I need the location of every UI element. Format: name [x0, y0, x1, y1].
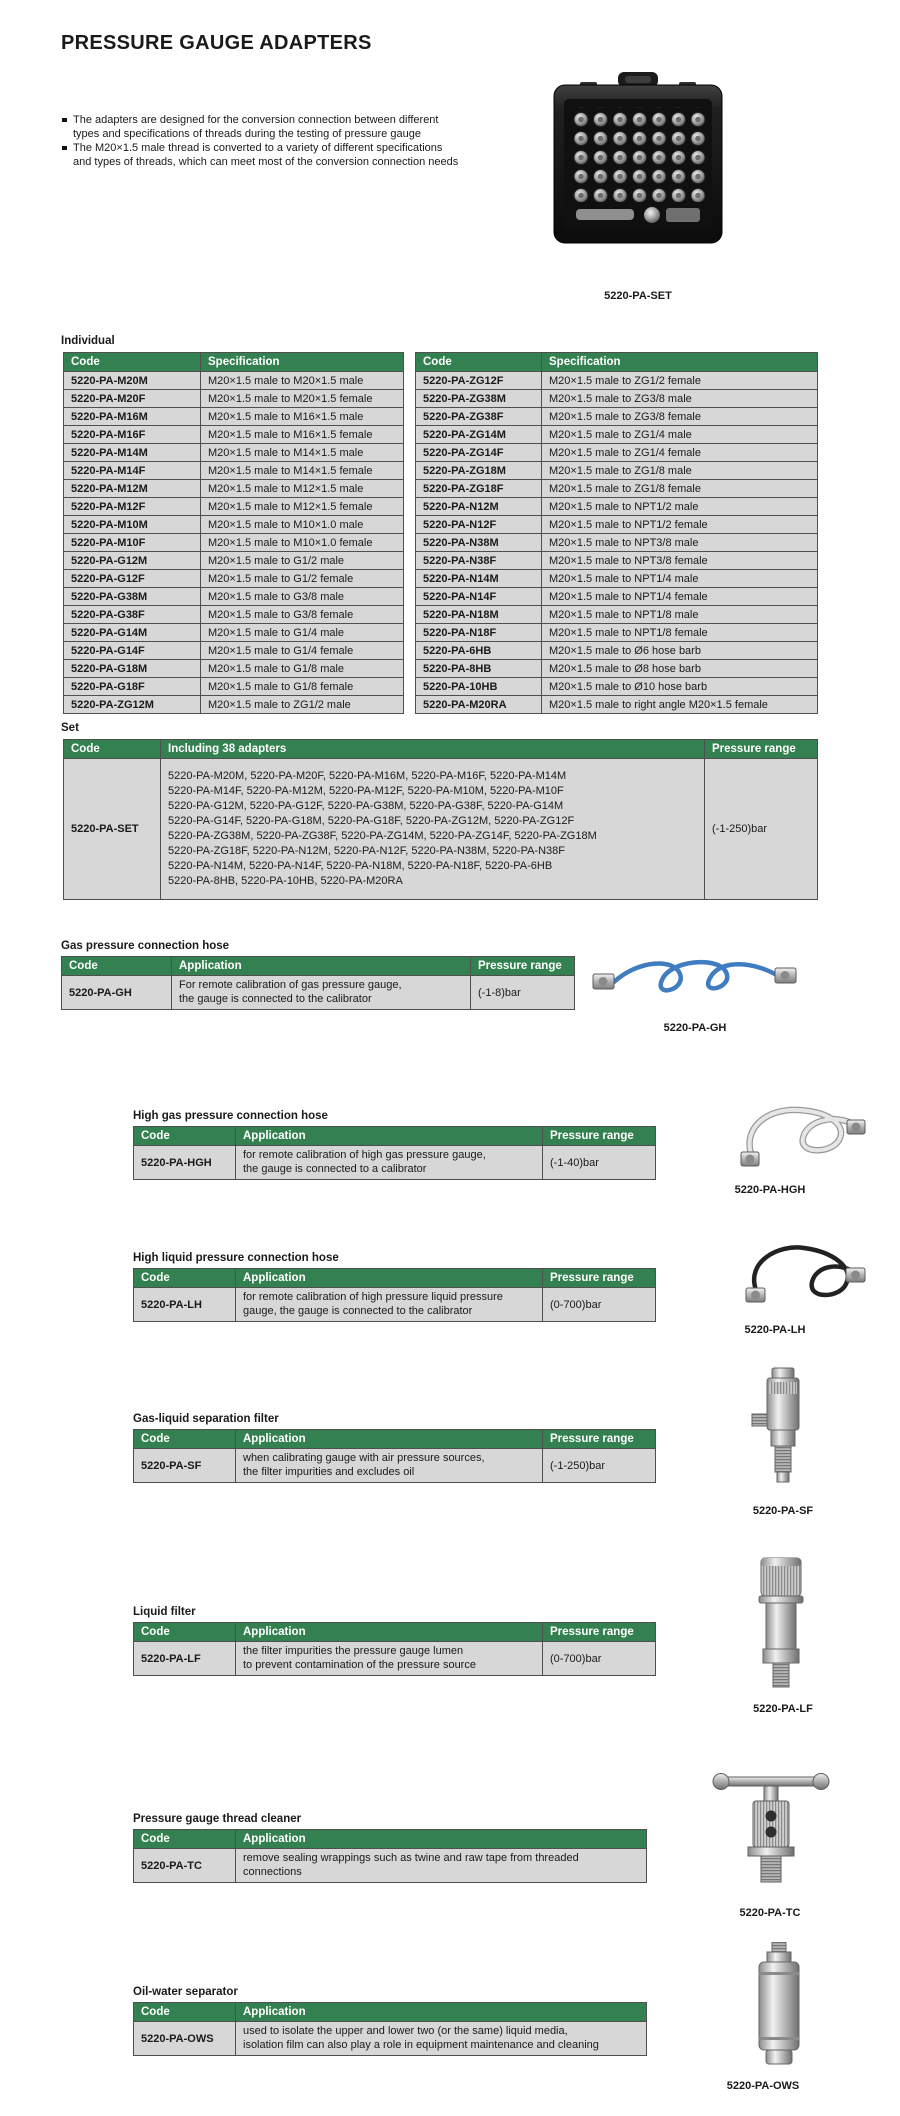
text-line: and types of threads, which can meet most of the conversion connection needs [73, 156, 459, 168]
spec-cell: M20×1.5 male to ZG1/2 male [201, 696, 404, 714]
table-row [416, 678, 818, 696]
pressure-cell: (-1-250)bar [705, 759, 818, 900]
table-row [134, 2022, 647, 2056]
individual-table-left [63, 352, 404, 714]
text-line: the filter impurities and excludes oil [243, 1465, 415, 1478]
spec-cell: M20×1.5 male to G1/8 male [201, 660, 404, 678]
text-line: to prevent contamination of the pressure source [243, 1658, 476, 1671]
column-header-code: Code [62, 957, 172, 976]
section-label-set: Set [61, 722, 79, 734]
product-caption-gh: 5220-PA-GH [663, 1022, 727, 1034]
section-gas-liquid-filter [133, 1413, 656, 1483]
text-line: isolation film can also play a role in equipment maintenance and cleaning [243, 2038, 599, 2051]
spec-cell: M20×1.5 male to G1/8 female [201, 678, 404, 696]
table-row [64, 372, 404, 390]
text-line: for remote calibration of high pressure liquid pressure [243, 1291, 503, 1303]
table-row [416, 480, 818, 498]
column-header-specification: Specification [542, 353, 818, 372]
column-header-application: Application [236, 1269, 543, 1288]
column-header-application: Application [236, 1623, 543, 1642]
table-row [64, 462, 404, 480]
header-row [134, 1127, 656, 1146]
spec-cell: M20×1.5 male to ZG1/4 female [542, 444, 818, 462]
code-cell: 5220-PA-N12F [416, 516, 542, 534]
product-caption-hgh: 5220-PA-HGH [734, 1184, 806, 1196]
text-line: 5220-PA-M20M, 5220-PA-M20F, 5220-PA-M16M, 5220-PA-M16F, 5220-PA-M14M [168, 770, 567, 782]
spec-cell: M20×1.5 male to M14×1.5 female [201, 462, 404, 480]
spec-cell: M20×1.5 male to NPT1/2 female [542, 516, 818, 534]
code-cell: 5220-PA-G38F [64, 606, 201, 624]
text-line: 5220-PA-ZG38M, 5220-PA-ZG38F, 5220-PA-ZG14M, 5220-PA-ZG14F, 5220-PA-ZG18M [168, 830, 597, 842]
product-caption-ows: 5220-PA-OWS [726, 2080, 800, 2092]
code-cell: 5220-PA-ZG12M [64, 696, 201, 714]
column-header-pressure: Pressure range [543, 1269, 656, 1288]
text-line: For remote calibration of gas pressure gauge, [179, 979, 402, 991]
code-cell: 5220-PA-ZG18F [416, 480, 542, 498]
table-row [64, 696, 404, 714]
product-image-lh [738, 1238, 870, 1312]
product-caption-tc: 5220-PA-TC [739, 1907, 801, 1919]
column-header-code: Code [134, 1830, 236, 1849]
column-header-code: Code [64, 740, 161, 759]
section-high-liquid-hose [133, 1252, 656, 1322]
application-cell [236, 1849, 647, 1883]
text-line: for remote calibration of high gas pressure gauge, [243, 1149, 486, 1161]
spec-cell: M20×1.5 male to NPT3/8 female [542, 552, 818, 570]
code-cell: 5220-PA-ZG38M [416, 390, 542, 408]
section-title: Oil-water separator [133, 1986, 238, 1998]
spec-cell: M20×1.5 male to ZG1/4 male [542, 426, 818, 444]
code-cell: 5220-PA-M12F [64, 498, 201, 516]
code-cell: 5220-PA-HGH [134, 1146, 236, 1180]
text-line: the gauge is connected to the calibrator [179, 992, 372, 1005]
code-cell: 5220-PA-M20M [64, 372, 201, 390]
spec-cell: M20×1.5 male to ZG3/8 male [542, 390, 818, 408]
column-header-specification: Specification [201, 353, 404, 372]
spec-cell: M20×1.5 male to M10×1.0 male [201, 516, 404, 534]
code-cell: 5220-PA-M10F [64, 534, 201, 552]
code-cell: 5220-PA-N38M [416, 534, 542, 552]
spec-cell: M20×1.5 male to ZG1/8 female [542, 480, 818, 498]
code-cell: 5220-PA-G14F [64, 642, 201, 660]
column-header-code: Code [416, 353, 542, 372]
code-cell: 5220-PA-G18F [64, 678, 201, 696]
table-row [64, 444, 404, 462]
spec-cell: M20×1.5 male to NPT1/2 male [542, 498, 818, 516]
code-cell: 5220-PA-N14F [416, 588, 542, 606]
column-header-code: Code [134, 1430, 236, 1449]
spec-cell: M20×1.5 male to M16×1.5 female [201, 426, 404, 444]
text-line: The adapters are designed for the conversion connection between different [73, 114, 439, 126]
code-cell: 5220-PA-ZG12F [416, 372, 542, 390]
spec-cell: M20×1.5 male to M20×1.5 male [201, 372, 404, 390]
table-row [416, 642, 818, 660]
text-line: gauge, the gauge is connected to the calibrator [243, 1304, 473, 1317]
spec-cell: M20×1.5 male to ZG1/8 male [542, 462, 818, 480]
spec-cell: M20×1.5 male to NPT3/8 male [542, 534, 818, 552]
code-cell: 5220-PA-M16M [64, 408, 201, 426]
spec-cell: M20×1.5 male to NPT1/8 male [542, 606, 818, 624]
column-header-application: Application [172, 957, 471, 976]
section-gas-hose [61, 940, 575, 1010]
code-cell: 5220-PA-SF [134, 1449, 236, 1483]
code-cell: 5220-PA-N18F [416, 624, 542, 642]
column-header-application: Application [236, 2003, 647, 2022]
product-image-hgh [733, 1098, 871, 1178]
table-row [416, 390, 818, 408]
spec-cell: M20×1.5 male to M12×1.5 female [201, 498, 404, 516]
product-image-lf [748, 1556, 814, 1696]
table-row [64, 606, 404, 624]
code-cell: 5220-PA-M20F [64, 390, 201, 408]
feature-bullets [61, 113, 531, 169]
code-cell: 5220-PA-TC [134, 1849, 236, 1883]
text-line: 5220-PA-G14F, 5220-PA-G18M, 5220-PA-G18F, 5220-PA-ZG12M, 5220-PA-ZG12F [168, 815, 575, 827]
table-row [134, 1449, 656, 1483]
table-row [416, 660, 818, 678]
section-title: Pressure gauge thread cleaner [133, 1813, 302, 1825]
code-cell: 5220-PA-M10M [64, 516, 201, 534]
text-line: The M20×1.5 male thread is converted to a variety of different specifications [73, 142, 443, 154]
table-row [64, 678, 404, 696]
code-cell: 5220-PA-N38F [416, 552, 542, 570]
column-header-application: Application [236, 1830, 647, 1849]
table-row [64, 759, 818, 900]
spec-cell: M20×1.5 male to M10×1.0 female [201, 534, 404, 552]
table-row [64, 480, 404, 498]
spec-cell: M20×1.5 male to NPT1/4 female [542, 588, 818, 606]
column-header-including: Including 38 adapters [161, 740, 705, 759]
table-row [64, 426, 404, 444]
pressure-cell: (0-700)bar [543, 1288, 656, 1322]
spec-cell: M20×1.5 male to NPT1/4 male [542, 570, 818, 588]
text-line: types and specifications of threads during the testing of pressure gauge [73, 128, 421, 140]
column-header-pressure: Pressure range [543, 1623, 656, 1642]
product-table-sf [133, 1429, 656, 1483]
page-title: PRESSURE GAUGE ADAPTERS [61, 32, 372, 54]
product-image-sf [750, 1366, 814, 1500]
code-cell: 5220-PA-ZG18M [416, 462, 542, 480]
header-row [134, 1430, 656, 1449]
table-row [64, 588, 404, 606]
product-image-ows [750, 1942, 808, 2074]
table-row [416, 426, 818, 444]
column-header-application: Application [236, 1430, 543, 1449]
product-image-gh [588, 946, 800, 1012]
spec-cell: M20×1.5 male to G1/2 female [201, 570, 404, 588]
section-oil-water-separator [133, 1986, 647, 2056]
pressure-cell: (-1-8)bar [471, 976, 575, 1010]
table-row [416, 444, 818, 462]
pressure-cell: (-1-250)bar [543, 1449, 656, 1483]
code-cell: 5220-PA-10HB [416, 678, 542, 696]
header-row [416, 353, 818, 372]
code-cell: 5220-PA-6HB [416, 642, 542, 660]
header-row [134, 1830, 647, 1849]
header-row [134, 2003, 647, 2022]
product-table-tc [133, 1829, 647, 1883]
code-cell: 5220-PA-M14F [64, 462, 201, 480]
pressure-cell: (-1-40)bar [543, 1146, 656, 1180]
table-row [416, 408, 818, 426]
product-table-gh [61, 956, 575, 1010]
table-row [416, 372, 818, 390]
product-caption-lh: 5220-PA-LH [744, 1324, 806, 1336]
pressure-cell: (0-700)bar [543, 1642, 656, 1676]
code-cell: 5220-PA-N18M [416, 606, 542, 624]
code-cell: 5220-PA-ZG14F [416, 444, 542, 462]
table-row [64, 390, 404, 408]
table-row [64, 642, 404, 660]
code-cell: 5220-PA-LF [134, 1642, 236, 1676]
section-title: Gas-liquid separation filter [133, 1413, 279, 1425]
product-table-ows [133, 2002, 647, 2056]
section-thread-cleaner [133, 1813, 647, 1883]
application-cell [172, 976, 471, 1010]
code-cell: 5220-PA-G12F [64, 570, 201, 588]
table-row [64, 552, 404, 570]
code-cell: 5220-PA-LH [134, 1288, 236, 1322]
header-row [134, 1269, 656, 1288]
code-cell: 5220-PA-N14M [416, 570, 542, 588]
text-line: the filter impurities the pressure gauge lumen [243, 1645, 464, 1657]
table-row [416, 570, 818, 588]
spec-cell: M20×1.5 male to Ø10 hose barb [542, 678, 818, 696]
application-cell [236, 1146, 543, 1180]
spec-cell: M20×1.5 male to Ø8 hose barb [542, 660, 818, 678]
text-line: the gauge is connected to a calibrator [243, 1162, 427, 1175]
table-row [416, 624, 818, 642]
column-header-application: Application [236, 1127, 543, 1146]
table-row [64, 660, 404, 678]
code-cell: 5220-PA-SET [64, 759, 161, 900]
text-line: 5220-PA-N14M, 5220-PA-N14F, 5220-PA-N18M, 5220-PA-N18F, 5220-PA-6HB [168, 860, 553, 872]
code-cell: 5220-PA-G14M [64, 624, 201, 642]
table-row [64, 534, 404, 552]
spec-cell: M20×1.5 male to ZG3/8 female [542, 408, 818, 426]
spec-cell: M20×1.5 male to G3/8 female [201, 606, 404, 624]
code-cell: 5220-PA-M20RA [416, 696, 542, 714]
product-table-lh [133, 1268, 656, 1322]
code-cell: 5220-PA-8HB [416, 660, 542, 678]
spec-cell: M20×1.5 male to Ø6 hose barb [542, 642, 818, 660]
text-line: 5220-PA-M14F, 5220-PA-M12M, 5220-PA-M12F, 5220-PA-M10M, 5220-PA-M10F [168, 785, 564, 797]
column-header-pressure: Pressure range [543, 1430, 656, 1449]
table-row [416, 462, 818, 480]
product-image-set-case [552, 72, 724, 278]
product-image-tc [712, 1762, 830, 1894]
text-line: 5220-PA-G12M, 5220-PA-G12F, 5220-PA-G38M, 5220-PA-G38F, 5220-PA-G14M [168, 800, 564, 812]
section-liquid-filter [133, 1606, 656, 1676]
header-row [64, 353, 404, 372]
text-line: connections [243, 1865, 302, 1878]
text-line: when calibrating gauge with air pressure sources, [243, 1452, 485, 1464]
spec-cell: M20×1.5 male to M12×1.5 male [201, 480, 404, 498]
application-cell [236, 1288, 543, 1322]
section-label-individual: Individual [61, 335, 115, 347]
code-cell: 5220-PA-G18M [64, 660, 201, 678]
column-header-pressure: Pressure range [705, 740, 818, 759]
spec-cell: M20×1.5 male to M16×1.5 male [201, 408, 404, 426]
code-cell: 5220-PA-OWS [134, 2022, 236, 2056]
table-row [64, 570, 404, 588]
section-title: High liquid pressure connection hose [133, 1252, 339, 1264]
product-table-lf [133, 1622, 656, 1676]
column-header-code: Code [134, 2003, 236, 2022]
code-cell: 5220-PA-N12M [416, 498, 542, 516]
code-cell: 5220-PA-GH [62, 976, 172, 1010]
bullet-item [61, 113, 531, 141]
spec-cell: M20×1.5 male to NPT1/8 female [542, 624, 818, 642]
individual-table-right [415, 352, 818, 714]
column-header-code: Code [134, 1269, 236, 1288]
column-header-pressure: Pressure range [471, 957, 575, 976]
table-row [62, 976, 575, 1010]
table-row [134, 1642, 656, 1676]
header-row [134, 1623, 656, 1642]
table-row [64, 624, 404, 642]
column-header-pressure: Pressure range [543, 1127, 656, 1146]
table-row [416, 534, 818, 552]
table-row [416, 516, 818, 534]
table-row [64, 516, 404, 534]
text-line: 5220-PA-ZG18F, 5220-PA-N12M, 5220-PA-N12F, 5220-PA-N38M, 5220-PA-N38F [168, 845, 565, 857]
text-line: remove sealing wrappings such as twine and raw tape from threaded [243, 1852, 579, 1864]
spec-cell: M20×1.5 male to G1/4 female [201, 642, 404, 660]
code-cell: 5220-PA-M14M [64, 444, 201, 462]
code-cell: 5220-PA-ZG38F [416, 408, 542, 426]
including-cell [161, 759, 705, 900]
text-line: 5220-PA-8HB, 5220-PA-10HB, 5220-PA-M20RA [168, 875, 403, 887]
section-title: Gas pressure connection hose [61, 940, 230, 952]
product-caption-lf: 5220-PA-LF [753, 1703, 813, 1715]
code-cell: 5220-PA-G38M [64, 588, 201, 606]
bullet-item [61, 141, 531, 169]
spec-cell: M20×1.5 male to G3/8 male [201, 588, 404, 606]
product-table-hgh [133, 1126, 656, 1180]
column-header-code: Code [64, 353, 201, 372]
table-row [134, 1146, 656, 1180]
spec-cell: M20×1.5 male to right angle M20×1.5 female [542, 696, 818, 714]
spec-cell: M20×1.5 male to M14×1.5 male [201, 444, 404, 462]
spec-cell: M20×1.5 male to G1/2 male [201, 552, 404, 570]
table-row [416, 696, 818, 714]
table-row [134, 1288, 656, 1322]
code-cell: 5220-PA-ZG14M [416, 426, 542, 444]
table-row [64, 408, 404, 426]
application-cell [236, 2022, 647, 2056]
table-row [134, 1849, 647, 1883]
table-row [416, 498, 818, 516]
header-row [64, 740, 818, 759]
application-cell [236, 1642, 543, 1676]
code-cell: 5220-PA-M12M [64, 480, 201, 498]
column-header-code: Code [134, 1127, 236, 1146]
spec-cell: M20×1.5 male to G1/4 male [201, 624, 404, 642]
code-cell: 5220-PA-G12M [64, 552, 201, 570]
text-line: used to isolate the upper and lower two (or the same) liquid media, [243, 2025, 568, 2037]
table-row [416, 552, 818, 570]
table-row [64, 498, 404, 516]
section-title: High gas pressure connection hose [133, 1110, 328, 1122]
column-header-code: Code [134, 1623, 236, 1642]
table-row [416, 606, 818, 624]
set-table [63, 739, 818, 900]
application-cell [236, 1449, 543, 1483]
header-row [62, 957, 575, 976]
spec-cell: M20×1.5 male to M20×1.5 female [201, 390, 404, 408]
product-caption-sf: 5220-PA-SF [752, 1505, 814, 1517]
table-row [416, 588, 818, 606]
product-caption-set: 5220-PA-SET [604, 290, 672, 302]
spec-cell: M20×1.5 male to ZG1/2 female [542, 372, 818, 390]
code-cell: 5220-PA-M16F [64, 426, 201, 444]
section-title: Liquid filter [133, 1606, 196, 1618]
section-high-gas-hose [133, 1110, 656, 1180]
